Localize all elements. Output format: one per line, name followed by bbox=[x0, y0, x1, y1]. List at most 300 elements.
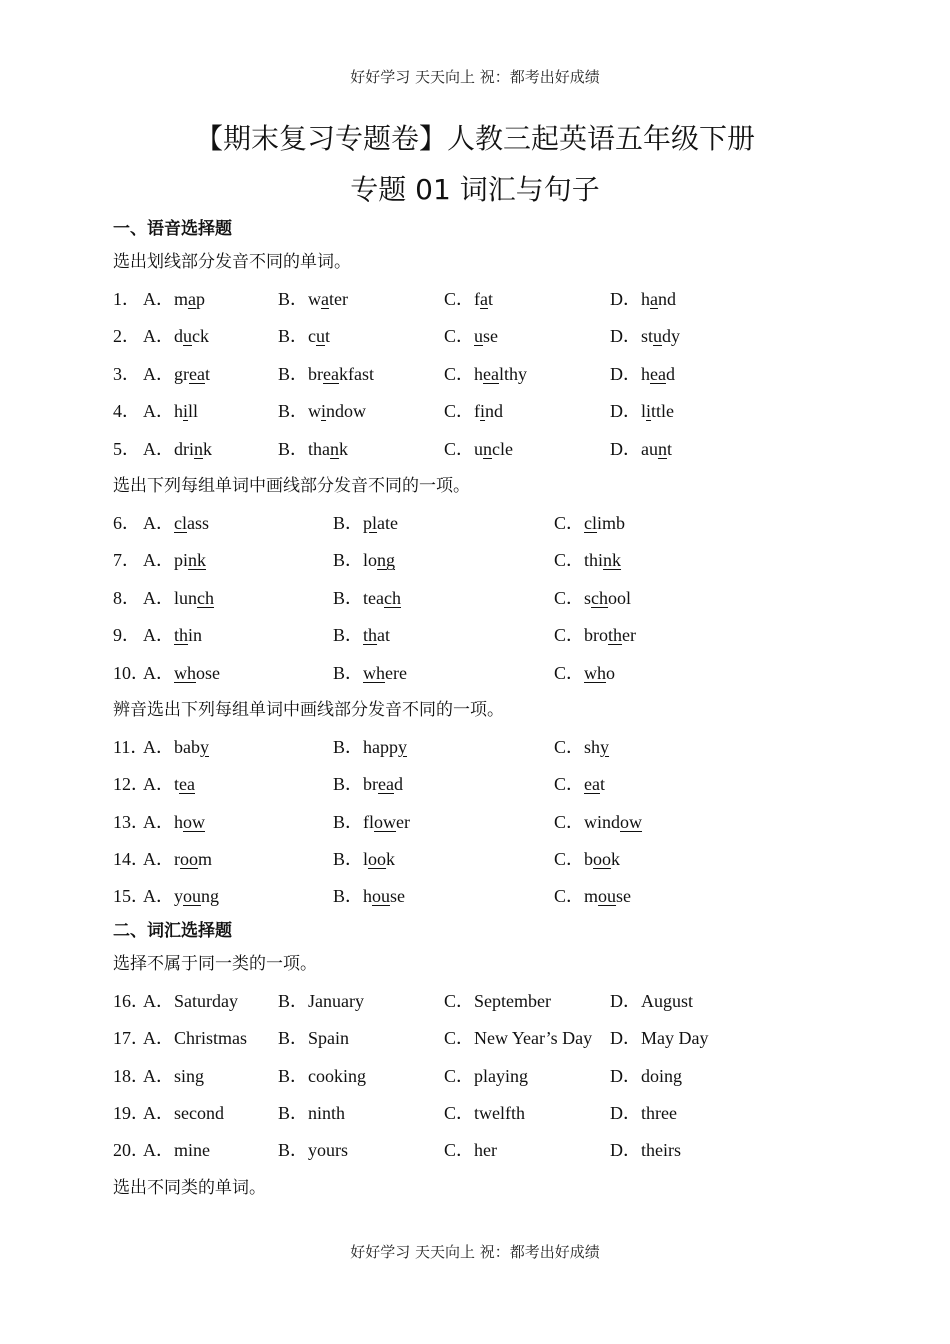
option-word-start: pi bbox=[174, 550, 189, 571]
underlined-letters: u bbox=[183, 326, 192, 347]
underlined-letters: u bbox=[474, 326, 484, 347]
option bbox=[444, 318, 498, 355]
page-footer: 好好学习 天天向上 祝：都考出好成绩 bbox=[350, 1243, 600, 1261]
option-word-start: May Day bbox=[641, 1028, 709, 1049]
option-word-start: f bbox=[474, 289, 481, 309]
question-row bbox=[113, 356, 853, 393]
option bbox=[444, 393, 503, 430]
instruction: 选出划线部分发音不同的单词。 bbox=[113, 252, 351, 272]
option-word-start: three bbox=[641, 1103, 677, 1124]
option-word-start: Spain bbox=[308, 1028, 350, 1049]
option bbox=[333, 617, 390, 654]
question-row bbox=[113, 878, 853, 915]
question-number: 15． bbox=[113, 886, 149, 907]
option bbox=[143, 804, 205, 841]
underlined-letters: ou bbox=[183, 886, 201, 907]
option-word-start: h bbox=[641, 363, 650, 384]
option bbox=[333, 505, 398, 542]
question-number: 5． bbox=[113, 438, 140, 459]
option bbox=[610, 281, 676, 318]
option-word-end: m bbox=[198, 849, 213, 870]
option-letter: C． bbox=[444, 401, 475, 422]
underlined-letters: u bbox=[316, 326, 326, 347]
option-letter: D． bbox=[610, 1065, 641, 1086]
option-word-end: t bbox=[600, 774, 606, 795]
option bbox=[554, 841, 620, 878]
question-number: 6． bbox=[113, 512, 140, 533]
underlined-letters: i bbox=[183, 401, 189, 422]
underlined-letters: ea bbox=[584, 774, 600, 795]
option-word-start: gr bbox=[174, 363, 189, 384]
option-word-start: y bbox=[174, 886, 183, 907]
question-row bbox=[113, 983, 853, 1020]
option-word-start: Saturday bbox=[174, 990, 238, 1011]
option bbox=[278, 281, 348, 318]
option-word-start: f bbox=[474, 401, 481, 422]
option-letter: C． bbox=[444, 363, 475, 384]
option-word-start: w bbox=[308, 401, 322, 422]
question-number: 17． bbox=[113, 1028, 149, 1049]
option-letter: A． bbox=[143, 625, 174, 646]
option-letter: A． bbox=[143, 886, 174, 907]
underlined-letters: n bbox=[483, 438, 493, 459]
option-letter: A． bbox=[143, 512, 174, 533]
option bbox=[278, 1132, 348, 1169]
question-number: 1． bbox=[113, 289, 140, 309]
option-letter: D． bbox=[610, 289, 641, 309]
option bbox=[333, 729, 407, 766]
underlined-letters: i bbox=[480, 401, 486, 422]
option-letter: B． bbox=[278, 1065, 309, 1086]
question-row bbox=[113, 1132, 853, 1169]
underlined-letters: ow bbox=[374, 811, 397, 832]
underlined-letters: oo bbox=[180, 849, 198, 870]
option-word-start: ninth bbox=[308, 1103, 346, 1124]
question-number: 8． bbox=[113, 587, 140, 608]
option-word-end: imb bbox=[597, 512, 626, 533]
option bbox=[143, 766, 195, 803]
option-word-end: o bbox=[606, 662, 616, 683]
question-number: 13． bbox=[113, 811, 149, 832]
underlined-letters: n bbox=[194, 438, 203, 459]
option-word-start: m bbox=[584, 886, 599, 907]
option-word-start: playing bbox=[474, 1065, 529, 1086]
option-word-start: c bbox=[308, 326, 317, 347]
option-word-start: s bbox=[584, 587, 592, 608]
option-word-start: w bbox=[308, 289, 322, 309]
question-row bbox=[113, 617, 853, 654]
option bbox=[610, 1095, 677, 1132]
option-word-start: bro bbox=[584, 625, 609, 646]
option-word-start: st bbox=[641, 326, 654, 347]
option-letter: A． bbox=[143, 438, 174, 459]
option-word-start: August bbox=[641, 990, 694, 1011]
option-word-end: ere bbox=[385, 662, 407, 683]
option-word-start: b bbox=[584, 849, 594, 870]
option-letter: B． bbox=[278, 363, 309, 384]
option-word-end: ter bbox=[329, 289, 348, 309]
option-word-end: dy bbox=[662, 326, 681, 347]
option-letter: D． bbox=[610, 990, 641, 1011]
option bbox=[143, 505, 209, 542]
option-word-start: au bbox=[641, 438, 658, 459]
option-word-end: d bbox=[665, 363, 675, 384]
option bbox=[143, 1058, 204, 1095]
option-word-end: ndow bbox=[326, 401, 367, 422]
option-word-start: thi bbox=[584, 550, 604, 571]
option bbox=[554, 766, 605, 803]
option-word-end: t bbox=[204, 363, 210, 384]
option bbox=[610, 1132, 681, 1169]
option bbox=[143, 580, 214, 617]
question-row bbox=[113, 766, 853, 803]
question-row bbox=[113, 655, 853, 692]
underlined-letters: ea bbox=[179, 774, 195, 795]
underlined-letters: ou bbox=[598, 886, 617, 907]
underlined-letters: th bbox=[174, 625, 189, 646]
option bbox=[278, 393, 366, 430]
option-letter: C． bbox=[554, 512, 585, 533]
option-word-end: ttle bbox=[651, 401, 675, 422]
option-word-start: September bbox=[474, 990, 551, 1011]
option-letter: D． bbox=[610, 363, 641, 384]
question-row bbox=[113, 505, 853, 542]
underlined-letters: oo bbox=[593, 849, 612, 870]
underlined-letters: wh bbox=[363, 662, 386, 683]
option bbox=[143, 1020, 247, 1057]
option bbox=[143, 841, 212, 878]
option-letter: C． bbox=[554, 587, 585, 608]
option-word-start: fl bbox=[363, 811, 375, 832]
option-word-start: u bbox=[474, 438, 484, 459]
option-word-start: l bbox=[641, 401, 647, 422]
option-word-start: theirs bbox=[641, 1140, 681, 1161]
option-letter: A． bbox=[143, 1103, 174, 1124]
option-letter: B． bbox=[278, 1140, 309, 1161]
option-word-start: lo bbox=[363, 550, 378, 571]
option-letter: A． bbox=[143, 990, 174, 1011]
option-letter: B． bbox=[333, 550, 364, 571]
question-number: 12． bbox=[113, 774, 149, 795]
option-word-end: ll bbox=[188, 401, 199, 422]
option bbox=[143, 393, 198, 430]
option-word-start: sing bbox=[174, 1065, 205, 1086]
question-row bbox=[113, 431, 853, 468]
underlined-letters: i bbox=[646, 401, 652, 422]
option-word-start: tha bbox=[308, 438, 331, 459]
option-letter: C． bbox=[554, 625, 585, 646]
question-number: 19． bbox=[113, 1103, 149, 1124]
option bbox=[278, 983, 364, 1020]
option-word-end: ool bbox=[608, 587, 632, 608]
option bbox=[444, 1058, 528, 1095]
option bbox=[554, 617, 636, 654]
option-letter: A． bbox=[143, 1028, 174, 1049]
option-word-end: t bbox=[325, 326, 331, 347]
option-letter: A． bbox=[143, 774, 174, 795]
option-letter: D． bbox=[610, 1140, 641, 1161]
option-letter: A． bbox=[143, 1140, 174, 1161]
option-word-start: m bbox=[174, 289, 189, 309]
option-word-start: h bbox=[174, 401, 183, 422]
option-word-start: doing bbox=[641, 1065, 683, 1086]
option bbox=[278, 356, 374, 393]
option bbox=[143, 729, 209, 766]
option-letter: C． bbox=[444, 438, 475, 459]
option bbox=[143, 318, 209, 355]
page-subtitle: 专题 01 词汇与句子 bbox=[350, 173, 600, 206]
option-letter: A． bbox=[143, 849, 174, 870]
option bbox=[554, 804, 642, 841]
option-letter: C． bbox=[444, 990, 475, 1011]
underlined-letters: y bbox=[600, 736, 610, 757]
option-letter: D． bbox=[610, 1028, 641, 1049]
option bbox=[444, 1095, 525, 1132]
option-letter: C． bbox=[444, 1103, 475, 1124]
question-row bbox=[113, 393, 853, 430]
underlined-letters: ea bbox=[378, 774, 394, 795]
underlined-letters: ch bbox=[384, 587, 401, 608]
option-letter: B． bbox=[333, 811, 364, 832]
option-letter: A． bbox=[143, 1065, 174, 1086]
option-word-start: New Year’s Day bbox=[474, 1028, 593, 1049]
question-number: 20． bbox=[113, 1140, 149, 1161]
underlined-letters: ou bbox=[372, 886, 391, 907]
option bbox=[143, 1095, 224, 1132]
option-word-start: mine bbox=[174, 1140, 210, 1161]
option-letter: A． bbox=[143, 811, 174, 832]
option-word-start: h bbox=[474, 363, 484, 384]
option bbox=[143, 655, 220, 692]
option bbox=[610, 393, 674, 430]
instruction: 选出下列每组单词中画线部分发音不同的一项。 bbox=[113, 475, 470, 496]
option-letter: B． bbox=[333, 587, 364, 608]
option-letter: D． bbox=[610, 401, 641, 422]
option bbox=[143, 617, 202, 654]
option-word-end: ck bbox=[192, 326, 209, 347]
underlined-letters: cl bbox=[584, 512, 598, 533]
question-row bbox=[113, 729, 853, 766]
option-word-end: lthy bbox=[499, 363, 528, 384]
option-word-start: cooking bbox=[308, 1065, 367, 1086]
option bbox=[143, 878, 219, 915]
underlined-letters: wh bbox=[174, 662, 196, 683]
option-letter: B． bbox=[333, 736, 364, 757]
option-word-end: se bbox=[483, 326, 499, 347]
option-letter: C． bbox=[444, 1028, 475, 1049]
option-word-end: nd bbox=[658, 289, 676, 309]
option-word-end: k bbox=[611, 849, 621, 870]
option-word-start: lun bbox=[174, 587, 198, 608]
question-row bbox=[113, 841, 853, 878]
option-word-end: t bbox=[667, 438, 673, 459]
option-word-end: ate bbox=[377, 512, 399, 533]
option-letter: B． bbox=[333, 512, 364, 533]
option bbox=[610, 983, 693, 1020]
option-word-end: p bbox=[196, 289, 206, 309]
option bbox=[143, 281, 205, 318]
question-number: 18． bbox=[113, 1065, 149, 1086]
option-letter: C． bbox=[444, 1140, 475, 1161]
option-letter: B． bbox=[278, 326, 309, 347]
option-word-end: ng bbox=[201, 886, 219, 907]
option bbox=[333, 841, 395, 878]
underlined-letters: ch bbox=[197, 587, 215, 608]
option-letter: B． bbox=[278, 401, 309, 422]
option-word-start: bab bbox=[174, 736, 200, 757]
option-word-start: br bbox=[308, 363, 324, 384]
option-letter: D． bbox=[610, 1103, 641, 1124]
option-word-end: k bbox=[203, 438, 212, 459]
question-row bbox=[113, 1020, 853, 1057]
underlined-letters: cl bbox=[174, 512, 187, 533]
option bbox=[333, 878, 405, 915]
underlined-letters: th bbox=[363, 625, 378, 646]
option bbox=[278, 1058, 366, 1095]
option bbox=[278, 431, 348, 468]
option bbox=[444, 356, 527, 393]
option bbox=[554, 878, 631, 915]
option-word-start: r bbox=[174, 849, 180, 870]
option-word-start: br bbox=[363, 774, 379, 795]
option-letter: C． bbox=[444, 1065, 475, 1086]
instruction: 选择不属于同一类的一项。 bbox=[113, 953, 317, 974]
question-number: 10． bbox=[113, 662, 149, 683]
underlined-letters: a bbox=[480, 289, 489, 309]
question-number: 2． bbox=[113, 326, 140, 347]
option bbox=[333, 655, 407, 692]
option-letter: B． bbox=[333, 625, 364, 646]
underlined-letters: a bbox=[321, 289, 330, 309]
option-word-end: ose bbox=[196, 662, 220, 683]
option-word-start: her bbox=[474, 1140, 497, 1161]
option-letter: B． bbox=[278, 990, 309, 1011]
option bbox=[444, 281, 493, 318]
option-word-end: d bbox=[394, 774, 403, 795]
option-word-start: t bbox=[174, 774, 180, 795]
option-word-end: in bbox=[188, 625, 203, 646]
option-word-start: happ bbox=[363, 736, 399, 757]
option-letter: A． bbox=[143, 587, 174, 608]
underlined-letters: a bbox=[188, 289, 197, 309]
question-row bbox=[113, 804, 853, 841]
underlined-letters: y bbox=[200, 736, 209, 757]
option-letter: A． bbox=[143, 363, 174, 384]
underlined-letters: ow bbox=[183, 811, 205, 832]
option-letter: A． bbox=[143, 662, 174, 683]
underlined-letters: wh bbox=[584, 662, 607, 683]
page-header: 好好学习 天天向上 祝：都考出好成绩 bbox=[350, 68, 600, 86]
option-word-start: h bbox=[641, 289, 650, 309]
option-letter: C． bbox=[444, 289, 475, 309]
underlined-letters: pl bbox=[363, 512, 378, 533]
question-number: 3． bbox=[113, 363, 140, 384]
option-letter: B． bbox=[278, 1103, 309, 1124]
option bbox=[444, 1020, 592, 1057]
option-word-end: ass bbox=[187, 512, 209, 533]
option bbox=[610, 1020, 708, 1057]
page-title: 【期末复习专题卷】人教三起英语五年级下册 bbox=[194, 122, 755, 155]
option bbox=[333, 542, 395, 579]
option-word-end: cle bbox=[492, 438, 513, 459]
worksheet-content bbox=[113, 214, 853, 1207]
option-letter: B． bbox=[278, 1028, 309, 1049]
option-word-start: tea bbox=[363, 587, 384, 608]
option bbox=[278, 1020, 349, 1057]
option-word-start: dri bbox=[174, 438, 194, 459]
option-letter: C． bbox=[554, 662, 585, 683]
option-letter: A． bbox=[143, 326, 174, 347]
option-letter: A． bbox=[143, 550, 174, 571]
option-word-end: k bbox=[339, 438, 349, 459]
underlined-letters: ea bbox=[483, 363, 499, 384]
option bbox=[143, 542, 206, 579]
option-letter: B． bbox=[278, 289, 309, 309]
option-letter: C． bbox=[444, 326, 475, 347]
option-letter: C． bbox=[554, 736, 585, 757]
option-word-end: t bbox=[488, 289, 494, 309]
option-letter: A． bbox=[143, 289, 174, 309]
option-word-end: kfast bbox=[339, 363, 374, 384]
underlined-letters: ng bbox=[377, 550, 396, 571]
option-word-end: at bbox=[377, 625, 391, 646]
option-word-end: nd bbox=[485, 401, 504, 422]
option-word-end: k bbox=[386, 849, 396, 870]
instruction: 选出不同类的单词。 bbox=[113, 1177, 266, 1198]
option-word-end: se bbox=[616, 886, 632, 907]
option-word-start: sh bbox=[584, 736, 601, 757]
underlined-letters: i bbox=[321, 401, 327, 422]
underlined-letters: ow bbox=[620, 811, 643, 832]
option-word-start: second bbox=[174, 1103, 224, 1124]
underlined-letters: n bbox=[658, 438, 667, 459]
underlined-letters: nk bbox=[603, 550, 622, 571]
option-letter: D． bbox=[610, 438, 641, 459]
option-letter: C． bbox=[554, 811, 585, 832]
option bbox=[610, 431, 672, 468]
option bbox=[444, 431, 513, 468]
option-letter: B． bbox=[333, 886, 364, 907]
option-letter: B． bbox=[278, 438, 309, 459]
option-letter: C． bbox=[554, 550, 585, 571]
question-number: 11． bbox=[113, 736, 149, 757]
question-number: 4． bbox=[113, 401, 140, 422]
option-word-start: wind bbox=[584, 811, 621, 832]
option-word-start: d bbox=[174, 326, 183, 347]
option-word-start: Christmas bbox=[174, 1028, 248, 1049]
option bbox=[610, 1058, 682, 1095]
option bbox=[333, 766, 403, 803]
underlined-letters: u bbox=[653, 326, 663, 347]
question-row bbox=[113, 1095, 853, 1132]
underlined-letters: y bbox=[398, 736, 408, 757]
option-letter: C． bbox=[554, 849, 585, 870]
underlined-letters: ea bbox=[189, 363, 205, 384]
option-letter: B． bbox=[333, 849, 364, 870]
underlined-letters: nk bbox=[188, 550, 207, 571]
instruction: 辨音选出下列每组单词中画线部分发音不同的一项。 bbox=[113, 699, 504, 720]
question-row bbox=[113, 542, 853, 579]
option bbox=[554, 729, 609, 766]
option-letter: A． bbox=[143, 401, 174, 422]
option-word-start: twelfth bbox=[474, 1103, 526, 1124]
underlined-letters: a bbox=[650, 289, 658, 309]
question-number: 14． bbox=[113, 849, 149, 870]
section-heading: 二、词汇选择题 bbox=[113, 920, 232, 941]
question-number: 9． bbox=[113, 625, 140, 646]
option bbox=[278, 1095, 345, 1132]
question-row bbox=[113, 318, 853, 355]
